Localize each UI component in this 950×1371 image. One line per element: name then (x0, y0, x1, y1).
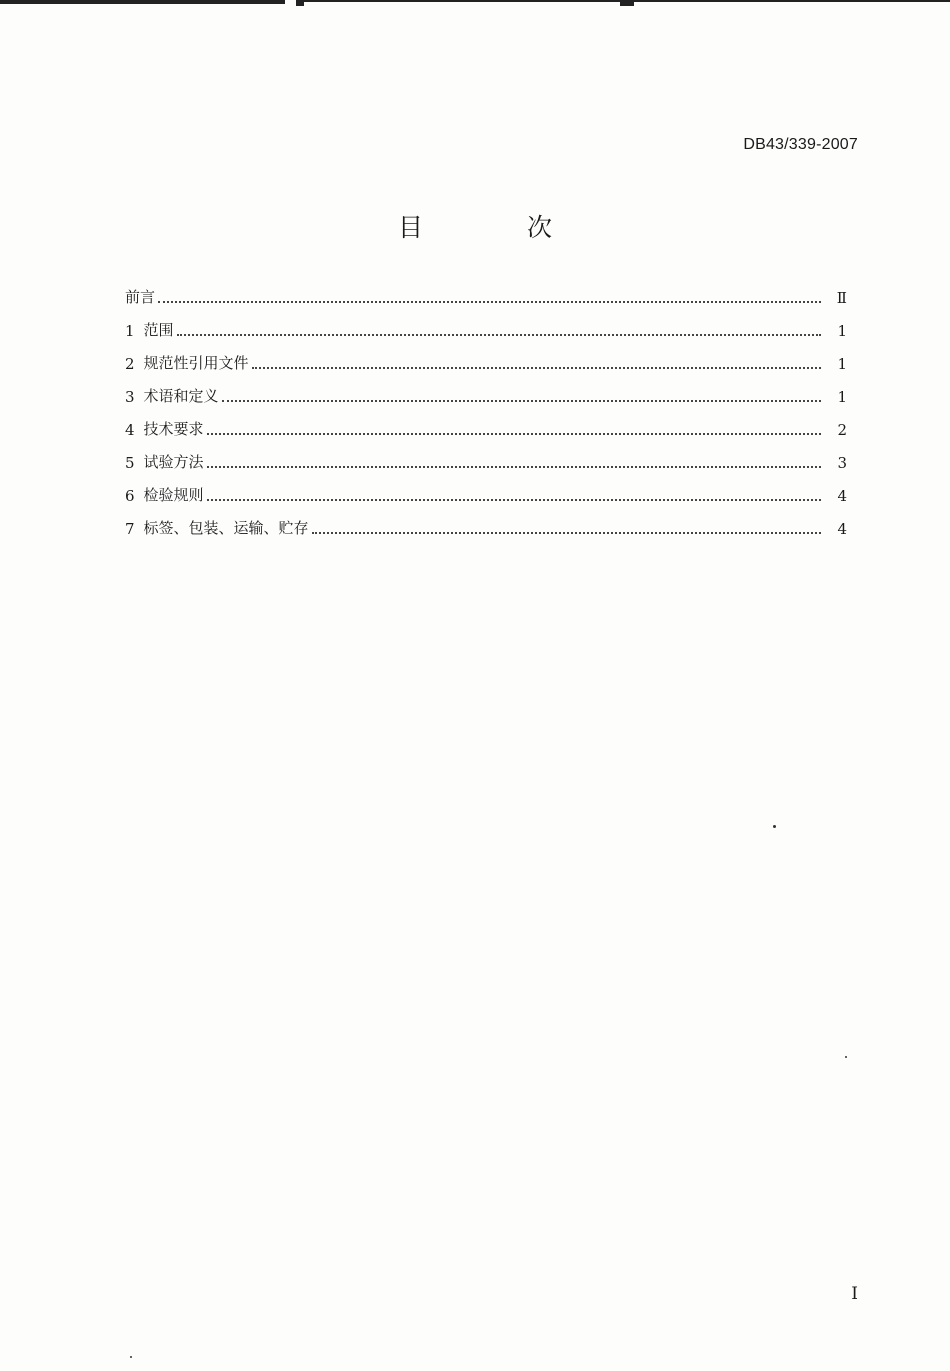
toc-entry-number: 4 (125, 421, 135, 439)
toc-entry-labelling-packaging[interactable] (125, 505, 847, 538)
toc-entry-inspection-rules[interactable] (125, 472, 847, 505)
toc-entry-technical-requirements[interactable] (125, 406, 847, 439)
table-of-contents (125, 274, 847, 538)
toc-dot-leader (312, 532, 821, 534)
scan-speck (130, 1356, 132, 1358)
toc-entry-scope[interactable] (125, 307, 847, 340)
toc-entry-page: 1 (837, 388, 847, 406)
toc-entry-label: 试验方法 (143, 453, 204, 471)
toc-entry-page: 4 (837, 487, 847, 505)
toc-entry-page: 1 (837, 355, 847, 373)
toc-entry-page: 4 (837, 520, 847, 538)
toc-entry-page: 2 (837, 421, 847, 439)
toc-entry-label: 标签、包装、运输、贮存 (143, 519, 309, 537)
toc-entry-page: Ⅱ (836, 289, 847, 307)
toc-dot-leader (177, 334, 821, 336)
toc-dot-leader (207, 433, 821, 435)
toc-entry-number: 1 (125, 322, 135, 340)
toc-entry-label: 规范性引用文件 (143, 354, 249, 372)
toc-entry-label: 范围 (143, 321, 174, 339)
scan-speck (845, 1056, 847, 1058)
toc-title: 目 次 (398, 213, 600, 242)
scan-artifact-right (620, 0, 634, 6)
toc-dot-leader (222, 400, 821, 402)
scan-artifact-right-line (634, 0, 950, 2)
toc-entry-number: 3 (125, 388, 135, 406)
toc-entry-terms-definitions[interactable] (125, 373, 847, 406)
toc-entry-label: 检验规则 (143, 486, 204, 504)
toc-entry-label: 术语和定义 (143, 387, 219, 405)
toc-entry-number: 7 (125, 520, 135, 538)
toc-dot-leader (207, 466, 821, 468)
toc-entry-label: 前言 (125, 288, 156, 306)
toc-entry-foreword[interactable] (125, 274, 847, 307)
page-number: I (851, 1284, 858, 1304)
toc-entry-number: 6 (125, 487, 135, 505)
scan-artifact-left (0, 0, 285, 4)
scan-artifact-mid-line (304, 0, 620, 2)
toc-entry-page: 3 (837, 454, 847, 472)
toc-dot-leader (207, 499, 821, 501)
toc-entry-number: 5 (125, 454, 135, 472)
toc-entry-test-methods[interactable] (125, 439, 847, 472)
toc-dot-leader (158, 301, 821, 303)
toc-entry-number: 2 (125, 355, 135, 373)
toc-entry-page: 1 (837, 322, 847, 340)
scan-speck (773, 825, 776, 828)
toc-entry-label: 技术要求 (143, 420, 204, 438)
scan-artifact-mid (296, 0, 304, 6)
standard-code: DB43/339-2007 (743, 136, 858, 153)
toc-entry-normative-references[interactable] (125, 340, 847, 373)
toc-dot-leader (252, 367, 821, 369)
